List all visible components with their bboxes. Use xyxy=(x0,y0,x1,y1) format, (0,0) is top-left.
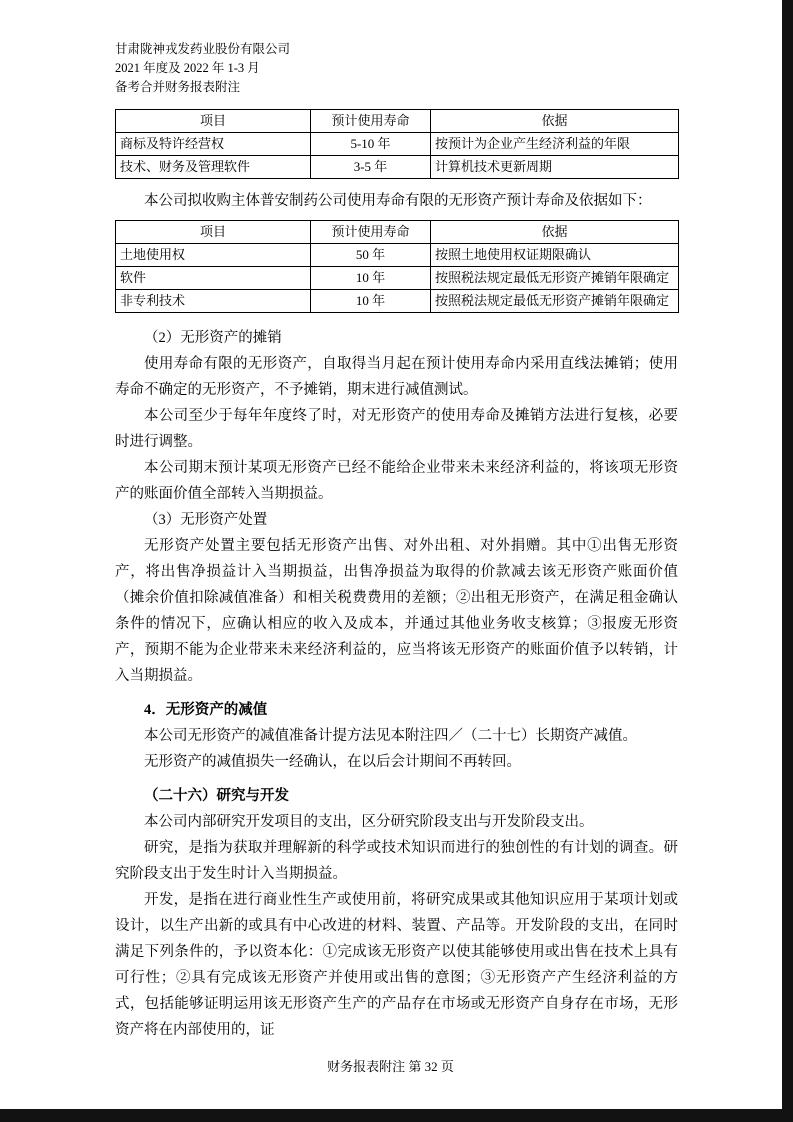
paragraph: 本公司期末预计某项无形资产已经不能给企业带来未来经济利益的，将该项无形资产的账面价值全部转入当期损益。 xyxy=(115,460,678,502)
column-header: 依据 xyxy=(431,221,679,244)
paragraph: 研究，是指为获取并理解新的科学或技术知识而进行的独创性的有计划的调查。研究阶段支出于发生时计入当期损益。 xyxy=(115,840,678,882)
useful-life-table-company xyxy=(115,109,679,179)
paragraph: 无形资产处置主要包括无形资产出售、对外出租、对外捐赠。其中①出售无形资产，将出售净损益计入当期损益，出售净损益为取得的价款减去该无形资产账面价值（摊余价值扣除减值准备）和相关税费费用的差额；②出租无形资产，在满足租金确认条件的情况下，应确认相应的收入及成本，并通过其他业务收支核算；③报废无形资产，预期不能为企业带来未来经济利益的，应当将该无形资产的账面价值予以转销，计入当期损益。 xyxy=(115,538,678,684)
scan-border-bottom xyxy=(0,1109,793,1122)
heading-impairment: 4．无形资产的减值 xyxy=(144,702,268,718)
table-cell: 技术、财务及管理软件 xyxy=(116,156,311,179)
heading-amortization: （2）无形资产的摊销 xyxy=(144,330,282,346)
report-title: 备考合并财务报表附注 xyxy=(115,80,241,94)
page-footer: 财务报表附注 第 32 页 xyxy=(327,1059,454,1074)
paragraph: 无形资产的减值损失一经确认，在以后会计期间不再转回。 xyxy=(144,754,521,770)
body-paragraphs xyxy=(115,325,678,1043)
table-row xyxy=(116,267,679,290)
table-cell: 3-5 年 xyxy=(311,156,431,179)
column-header: 项目 xyxy=(116,221,311,244)
table-header-row xyxy=(116,110,679,133)
paragraph: 本公司无形资产的减值准备计提方法见本附注四／（二十七）长期资产减值。 xyxy=(144,728,637,744)
table-cell: 土地使用权 xyxy=(116,244,311,267)
table-cell: 5-10 年 xyxy=(311,133,431,156)
table-header-row xyxy=(116,221,679,244)
column-header: 依据 xyxy=(431,110,679,133)
report-period: 2021 年度及 2022 年 1-3 月 xyxy=(115,61,260,75)
table-row xyxy=(116,133,679,156)
column-header: 预计使用寿命 xyxy=(311,110,431,133)
paragraph: 使用寿命有限的无形资产，自取得当月起在预计使用寿命内采用直线法摊销；使用寿命不确定的无形资产，不予摊销，期末进行减值测试。 xyxy=(115,356,678,398)
table-cell: 软件 xyxy=(116,267,311,290)
column-header: 项目 xyxy=(116,110,311,133)
table-cell: 按照税法规定最低无形资产摊销年限确定 xyxy=(431,290,679,313)
table-cell: 非专利技术 xyxy=(116,290,311,313)
useful-life-table-puan xyxy=(115,220,679,313)
page-content xyxy=(115,40,678,1043)
table-cell: 50 年 xyxy=(311,244,431,267)
table-cell: 商标及特许经营权 xyxy=(116,133,311,156)
table-cell: 按照税法规定最低无形资产摊销年限确定 xyxy=(431,267,679,290)
table-body xyxy=(116,133,679,179)
table-cell: 10 年 xyxy=(311,267,431,290)
paragraph: 本公司内部研究开发项目的支出，区分研究阶段支出与开发阶段支出。 xyxy=(144,814,594,830)
table-row xyxy=(116,156,679,179)
company-name: 甘肃陇神戎发药业股份有限公司 xyxy=(115,42,291,56)
table-row xyxy=(116,290,679,313)
table-body xyxy=(116,244,679,313)
heading-research-development: （二十六）研究与开发 xyxy=(144,788,289,804)
table-cell: 10 年 xyxy=(311,290,431,313)
column-header: 预计使用寿命 xyxy=(311,221,431,244)
heading-disposal: （3）无形资产处置 xyxy=(144,512,268,528)
paragraph: 开发，是指在进行商业性生产或使用前，将研究成果或其他知识应用于某项计划或设计，以生产出新的或具有中心改进的材料、装置、产品等。开发阶段的支出，在同时满足下列条件的，予以资本化：①完成该无形资产以使其能够使用或出售在技术上具有可行性；②具有完成该无形资产并使用或出售的意图；③无形资产产生经济利益的方式，包括能够证明运用该无形资产生产的产品存在市场或无形资产自身存在市场，无形资产将在内部使用的，证 xyxy=(115,892,678,1038)
table-row xyxy=(116,244,679,267)
table-cell: 按照土地使用权证期限确认 xyxy=(431,244,679,267)
table-cell: 计算机技术更新周期 xyxy=(431,156,679,179)
puan-intro-paragraph: 本公司拟收购主体普安制药公司使用寿命有限的无形资产预计寿命及依据如下： xyxy=(144,193,652,209)
scan-border-right xyxy=(782,0,793,1122)
document-header xyxy=(115,40,678,97)
table-cell: 按预计为企业产生经济利益的年限 xyxy=(431,133,679,156)
paragraph: 本公司至少于每年年度终了时，对无形资产的使用寿命及摊销方法进行复核，必要时进行调整。 xyxy=(115,408,678,450)
